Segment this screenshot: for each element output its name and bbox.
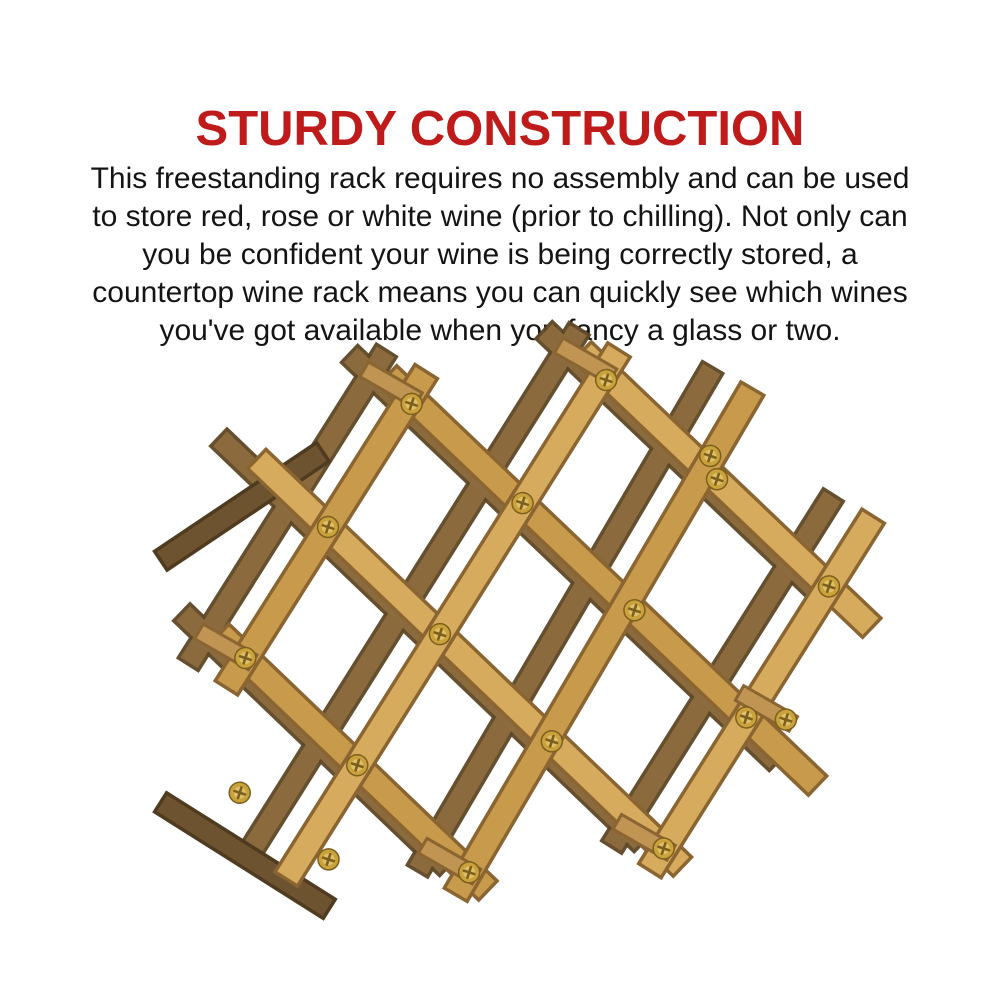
description-line: you be confident your wine is being correctly stored, a (142, 238, 858, 271)
page-title: STURDY CONSTRUCTION (195, 101, 805, 156)
description-line: you've got available when you fancy a glass or two. (159, 314, 841, 347)
description-line: countertop wine rack means you can quickly see which wines (92, 276, 908, 309)
description-line: to store red, rose or white wine (prior to chilling). Not only can (92, 200, 908, 233)
description-line: This freestanding rack requires no assembly and can be used (90, 162, 910, 195)
